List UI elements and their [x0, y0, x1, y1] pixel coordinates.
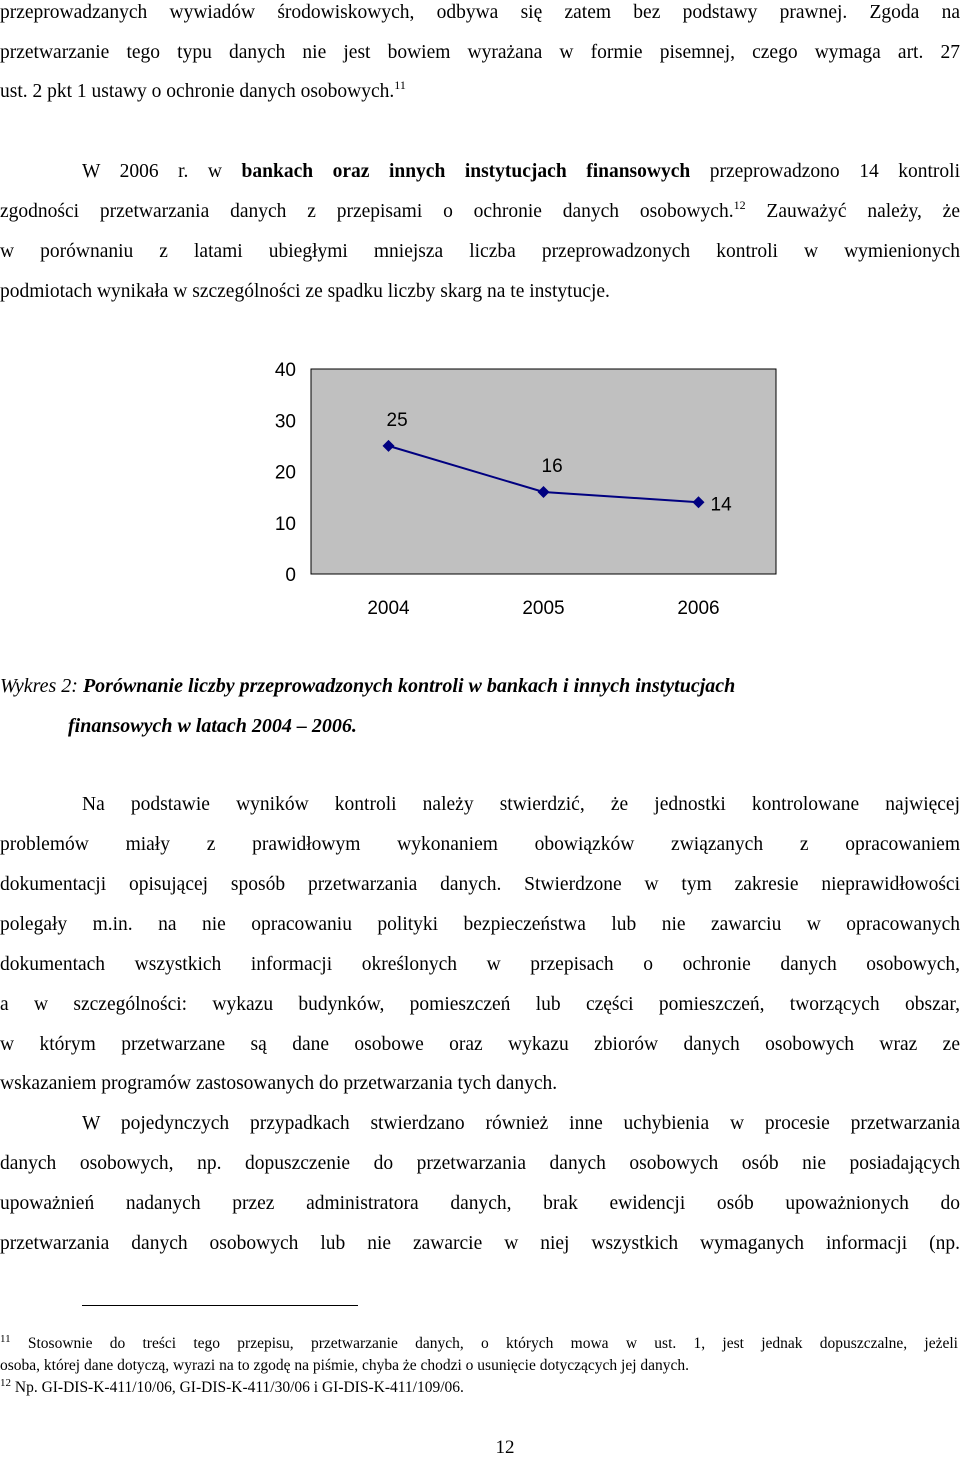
para3-line-4: polegały m.in. na nie opracowaniu polityki bezpieczeństwa lub nie zawarciu w opracowanych: [0, 914, 960, 935]
footnote-ref-11: 11: [394, 78, 406, 92]
para2-line-2: zgodności przetwarzania danych z przepisami o ochronie danych osobowych.$^{12}$ Zauważyć należy, że: [0, 198, 960, 222]
footnote-separator: [82, 1305, 358, 1306]
x-axis-ticks: [367, 598, 719, 619]
y-tick-label: 10: [274, 513, 296, 535]
x-tick-label: 2005: [522, 598, 565, 619]
data-label: 16: [541, 456, 563, 477]
footnote-11-line-2: osoba, której dane dotyczą, wyrazi na to zgodę na piśmie, chyba że chodzi o usunięcie dotyczących jej danych.: [0, 1357, 690, 1374]
footnote-ref-12: 12: [733, 198, 746, 212]
data-label: 25: [386, 409, 408, 431]
para4-line-1: W pojedynczych przypadkach stwierdzano również inne uchybienia w procesie przetwarzania: [82, 1113, 960, 1134]
para3-line-7: w którym przetwarzane są dane osobowe oraz wykazu zbiorów danych osobowych wraz ze: [0, 1034, 960, 1055]
figure-caption-line-2: finansowych w latach 2004 – 2006.: [68, 715, 357, 737]
page-number: 12: [495, 1437, 515, 1458]
para3-line-3: dokumentacji opisującej sposób przetwarzania danych. Stwierdzone w tym zakresie nieprawidłowości: [0, 874, 960, 895]
para2-line-1: W 2006 r. w bankach oraz innych instytucjach finansowych przeprowadzono 14 kontroli: [82, 161, 960, 182]
footnote-11-line-1: $^{11}$ Stosownie do treści tego przepisu, przetwarzanie danych, o których mowa w ust. 1, jest jednak dopuszczalne, jeżeli: [0, 1333, 958, 1352]
y-tick-label: 40: [274, 360, 296, 381]
footnote-12: $^{12}$ Np. GI-DIS-K-411/10/06, GI-DIS-K-411/30/06 i GI-DIS-K-411/109/06.: [0, 1377, 464, 1396]
para4-line-3: upoważnień nadanych przez administratora danych, brak ewidencji osób upoważnionych do: [0, 1193, 960, 1214]
y-axis-ticks: [275, 360, 296, 586]
para3-line-2: problemów miały z prawidłowym wykonaniem obowiązków związanych z opracowaniem: [0, 834, 960, 855]
intro-line-3: ust. 2 pkt 1 ustawy o ochronie danych osobowych.$^{11}$: [0, 78, 406, 102]
para2-line-3: w porównaniu z latami ubiegłymi mniejsza liczba przeprowadzonych kontroli w wymienionych: [0, 241, 960, 262]
y-tick-label: 20: [274, 462, 296, 484]
y-tick-label: 30: [274, 411, 296, 433]
para2-line-4: podmiotach wynikała w szczególności ze spadku liczby skarg na te instytucje.: [0, 281, 610, 302]
intro-line-2: przetwarzanie tego typu danych nie jest bowiem wyrażana w formie pisemnej, czego wymaga art. 27: [0, 42, 960, 63]
para4-line-4: przetwarzania danych osobowych lub nie zawarcie w niej wszystkich wymaganych informacji (np.: [0, 1233, 960, 1254]
para4-line-2: danych osobowych, np. dopuszczenie do przetwarzania danych osobowych osób nie posiadających: [0, 1153, 960, 1174]
figure-caption-line-1: Wykres 2: Porównanie liczby przeprowadzonych kontroli w bankach i innych instytucjach: [0, 675, 736, 697]
para3-line-5: dokumentach wszystkich informacji określonych w przepisach o ochronie danych osobowych,: [0, 954, 960, 975]
para3-line-8: wskazaniem programów zastosowanych do przetwarzania tych danych.: [0, 1073, 558, 1094]
para3-line-1: Na podstawie wyników kontroli należy stwierdzić, że jednostki kontrolowane najwięcej: [82, 794, 960, 815]
x-tick-label: 2006: [677, 598, 720, 619]
line-chart: [0, 350, 960, 640]
intro-line-1: przeprowadzanych wywiadów środowiskowych, odbywa się zatem bez podstawy prawnej. Zgoda na: [0, 2, 960, 23]
data-label: 14: [710, 494, 732, 516]
x-tick-label: 2004: [367, 598, 410, 619]
y-tick-label: 0: [285, 565, 296, 586]
para3-line-6: a w szczególności: wykazu budynków, pomieszczeń lub części pomieszczeń, tworzących obszar,: [0, 994, 960, 1015]
